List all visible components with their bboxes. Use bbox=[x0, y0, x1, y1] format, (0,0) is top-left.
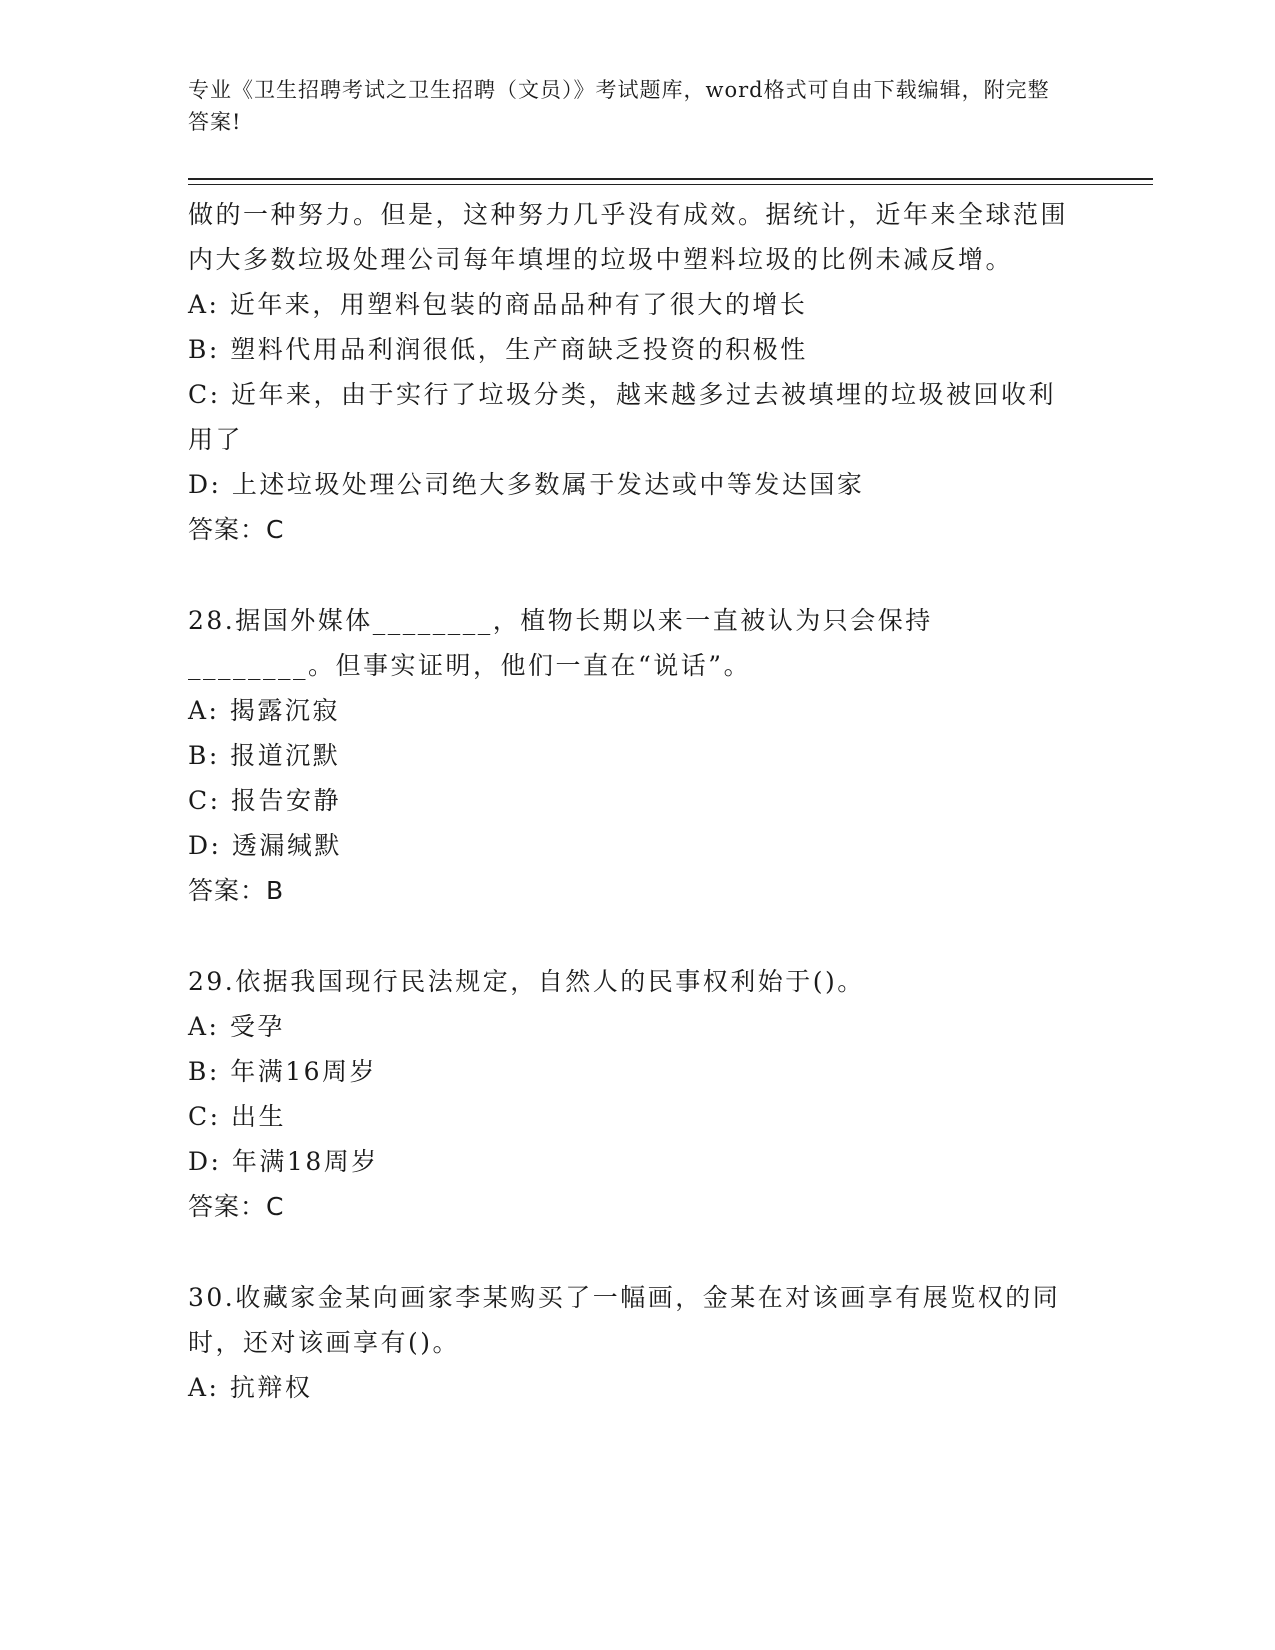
option-b: B: 报道沉默 bbox=[188, 741, 341, 770]
answer: 答案：C bbox=[188, 515, 285, 544]
question-29 bbox=[188, 959, 1068, 1229]
answer: 答案：B bbox=[188, 876, 285, 905]
question-27-tail bbox=[188, 192, 1068, 552]
option-b: B: 年满16周岁 bbox=[188, 1057, 378, 1086]
option-c: C: 报告安静 bbox=[188, 786, 341, 815]
option-b: B: 塑料代用品利润很低，生产商缺乏投资的积极性 bbox=[188, 335, 808, 364]
option-d: D: 透漏缄默 bbox=[188, 831, 342, 860]
question-stem: 30.收藏家金某向画家李某购买了一幅画，金某在对该画享有展览权的同时，还对该画享有()。 bbox=[188, 1283, 1061, 1357]
option-a: A: 抗辩权 bbox=[188, 1373, 313, 1402]
option-c: C: 出生 bbox=[188, 1102, 286, 1131]
option-d: D: 年满18周岁 bbox=[188, 1147, 379, 1176]
option-a: A: 受孕 bbox=[188, 1012, 285, 1041]
question-stem: 做的一种努力。但是，这种努力几乎没有成效。据统计，近年来全球范围内大多数垃圾处理公司每年填埋的垃圾中塑料垃圾的比例未减反增。 bbox=[188, 200, 1069, 274]
question-30 bbox=[188, 1275, 1068, 1410]
option-a: A: 揭露沉寂 bbox=[188, 696, 340, 725]
question-stem: 28.据国外媒体________，植物长期以来一直被认为只会保持________。但事实证明，他们一直在“说话”。 bbox=[188, 606, 933, 680]
header-rule-thin bbox=[188, 184, 1153, 185]
document-header: 专业《卫生招聘考试之卫生招聘（文员）》考试题库，word格式可自由下载编辑，附完整答案! bbox=[188, 78, 1050, 134]
option-a: A: 近年来，用塑料包装的商品品种有了很大的增长 bbox=[188, 290, 808, 319]
option-d: D: 上述垃圾处理公司绝大多数属于发达或中等发达国家 bbox=[188, 470, 865, 499]
question-stem: 29.依据我国现行民法规定，自然人的民事权利始于()。 bbox=[188, 967, 865, 996]
option-c: C: 近年来，由于实行了垃圾分类，越来越多过去被填埋的垃圾被回收利用了 bbox=[188, 380, 1057, 454]
question-content bbox=[188, 192, 1068, 1410]
question-28 bbox=[188, 598, 1068, 913]
header-rule-thick bbox=[188, 178, 1153, 180]
answer: 答案：C bbox=[188, 1192, 285, 1221]
